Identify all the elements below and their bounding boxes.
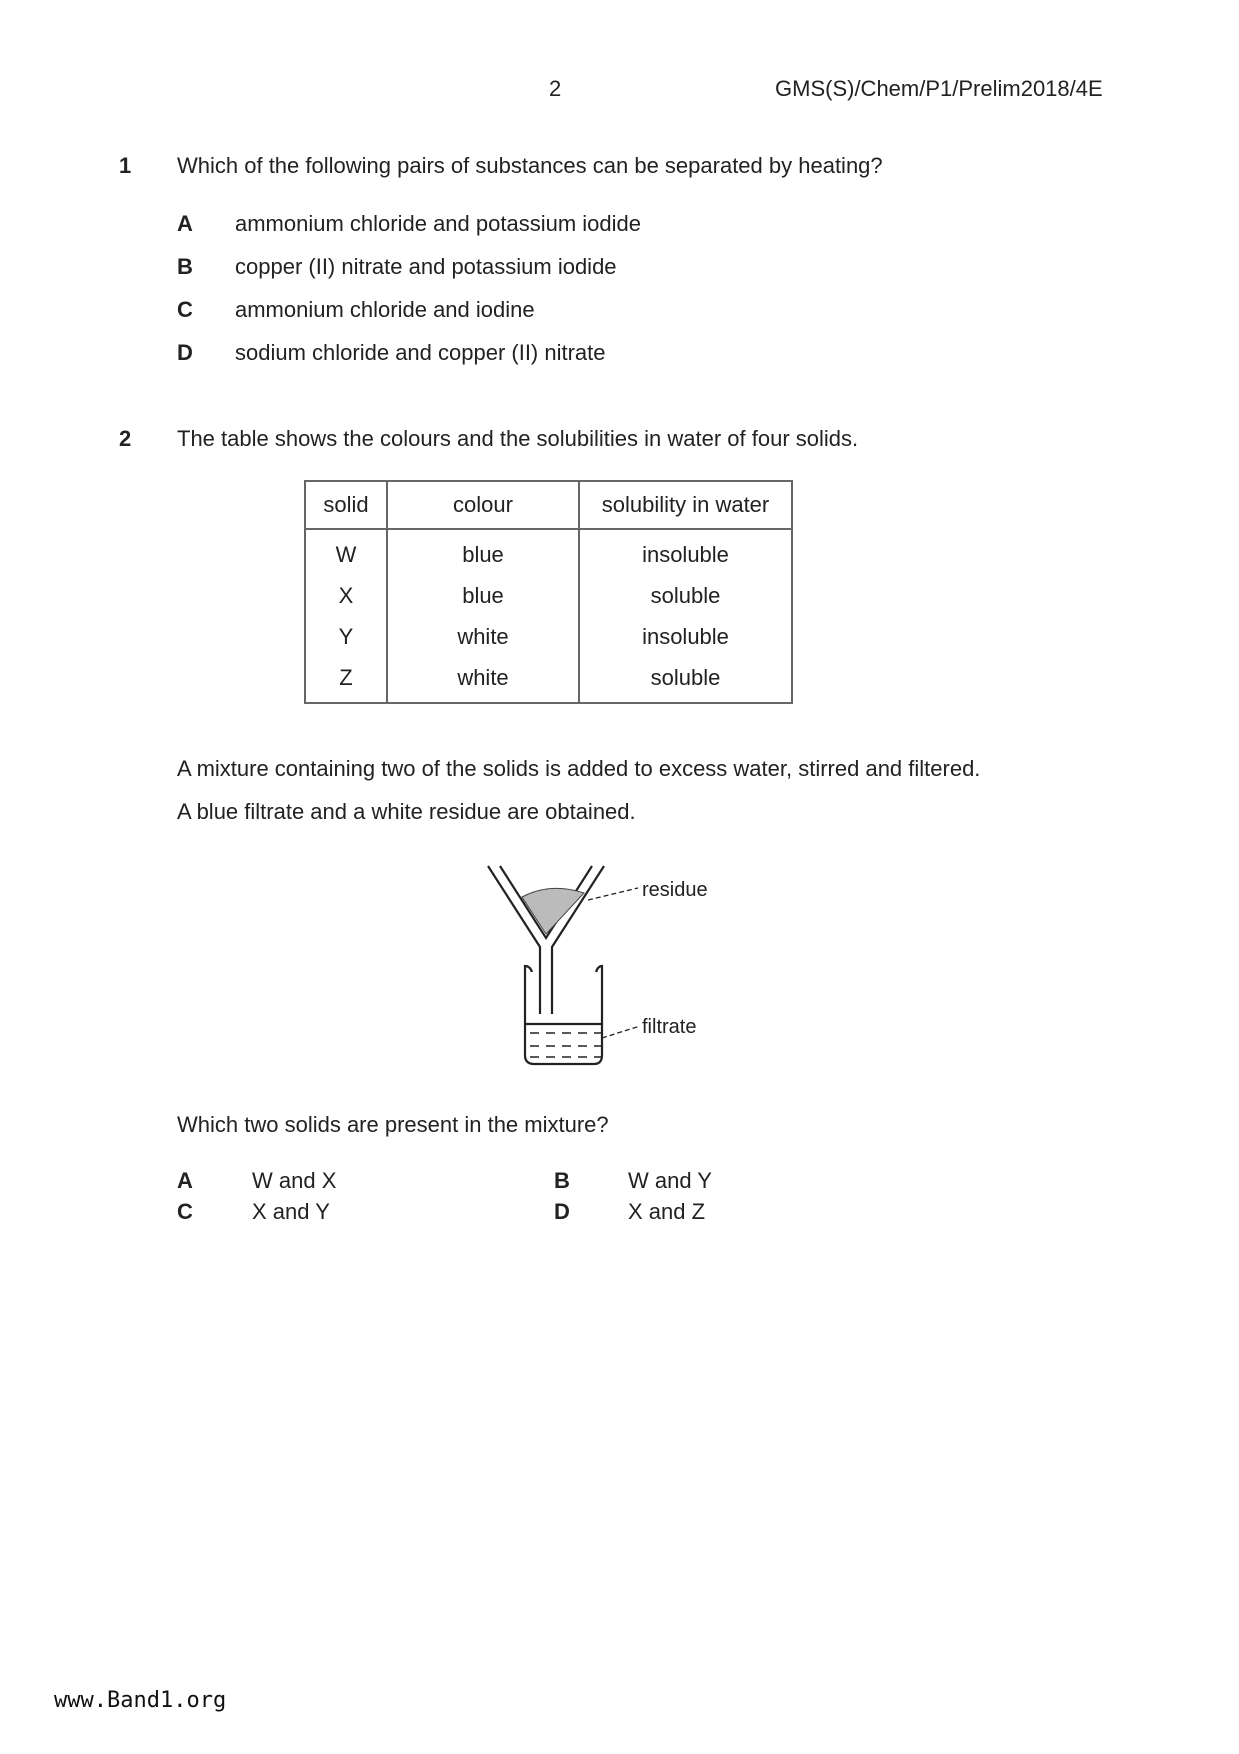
q2-option-d-text: X and Z — [628, 1199, 706, 1224]
q2-option-b-letter: B — [554, 1168, 570, 1193]
table-cell: white — [387, 657, 579, 703]
table-cell: X — [305, 575, 387, 616]
solids-table — [304, 480, 793, 704]
paragraph-line-1: A mixture containing two of the solids is added to excess water, stirred and filtered. — [177, 756, 981, 781]
q2-option-d-letter: D — [554, 1199, 570, 1224]
table-cell: W — [305, 529, 387, 575]
q2-option-b-text: W and Y — [628, 1168, 712, 1193]
question-1-text: Which of the following pairs of substances can be separated by heating? — [177, 153, 883, 178]
q1-option-d-letter: D — [177, 340, 193, 365]
question-2-number: 2 — [119, 426, 132, 451]
q2-option-c-text: X and Y — [252, 1199, 330, 1224]
table-row — [305, 575, 792, 616]
filtration-diagram — [480, 860, 740, 1070]
paper-code: GMS(S)/Chem/P1/Prelim2018/4E — [775, 76, 1103, 101]
table-cell: Y — [305, 616, 387, 657]
table-header: solid — [305, 481, 387, 529]
q1-option-b-letter: B — [177, 254, 193, 279]
table-header: colour — [387, 481, 579, 529]
q1-option-a-letter: A — [177, 211, 193, 236]
table-row — [305, 616, 792, 657]
table-cell: blue — [387, 529, 579, 575]
question-2-text: The table shows the colours and the solubilities in water of four solids. — [177, 426, 859, 451]
footer-watermark: www.Band1.org — [54, 1688, 227, 1713]
table-cell: insoluble — [579, 616, 792, 657]
q1-option-c-letter: C — [177, 297, 193, 322]
question-1-number: 1 — [119, 153, 132, 178]
q1-option-a-text: ammonium chloride and potassium iodide — [235, 211, 641, 236]
table-cell: Z — [305, 657, 387, 703]
table-cell: insoluble — [579, 529, 792, 575]
q1-option-d-text: sodium chloride and copper (II) nitrate — [235, 340, 606, 365]
table-row — [305, 529, 792, 575]
table-row — [305, 657, 792, 703]
question-2-prompt: Which two solids are present in the mixture? — [177, 1112, 609, 1137]
paragraph-line-2: A blue filtrate and a white residue are obtained. — [177, 799, 636, 824]
residue-label: residue — [642, 879, 708, 901]
q2-option-a-text: W and X — [252, 1168, 337, 1193]
q2-option-c-letter: C — [177, 1199, 193, 1224]
table-cell: soluble — [579, 657, 792, 703]
table-header: solubility in water — [579, 481, 792, 529]
q1-option-c-text: ammonium chloride and iodine — [235, 297, 535, 322]
table-cell: blue — [387, 575, 579, 616]
filtrate-label: filtrate — [642, 1016, 697, 1038]
page-number: 2 — [549, 76, 562, 101]
q1-option-b-text: copper (II) nitrate and potassium iodide — [235, 254, 617, 279]
q2-option-a-letter: A — [177, 1168, 193, 1193]
table-cell: soluble — [579, 575, 792, 616]
table-cell: white — [387, 616, 579, 657]
